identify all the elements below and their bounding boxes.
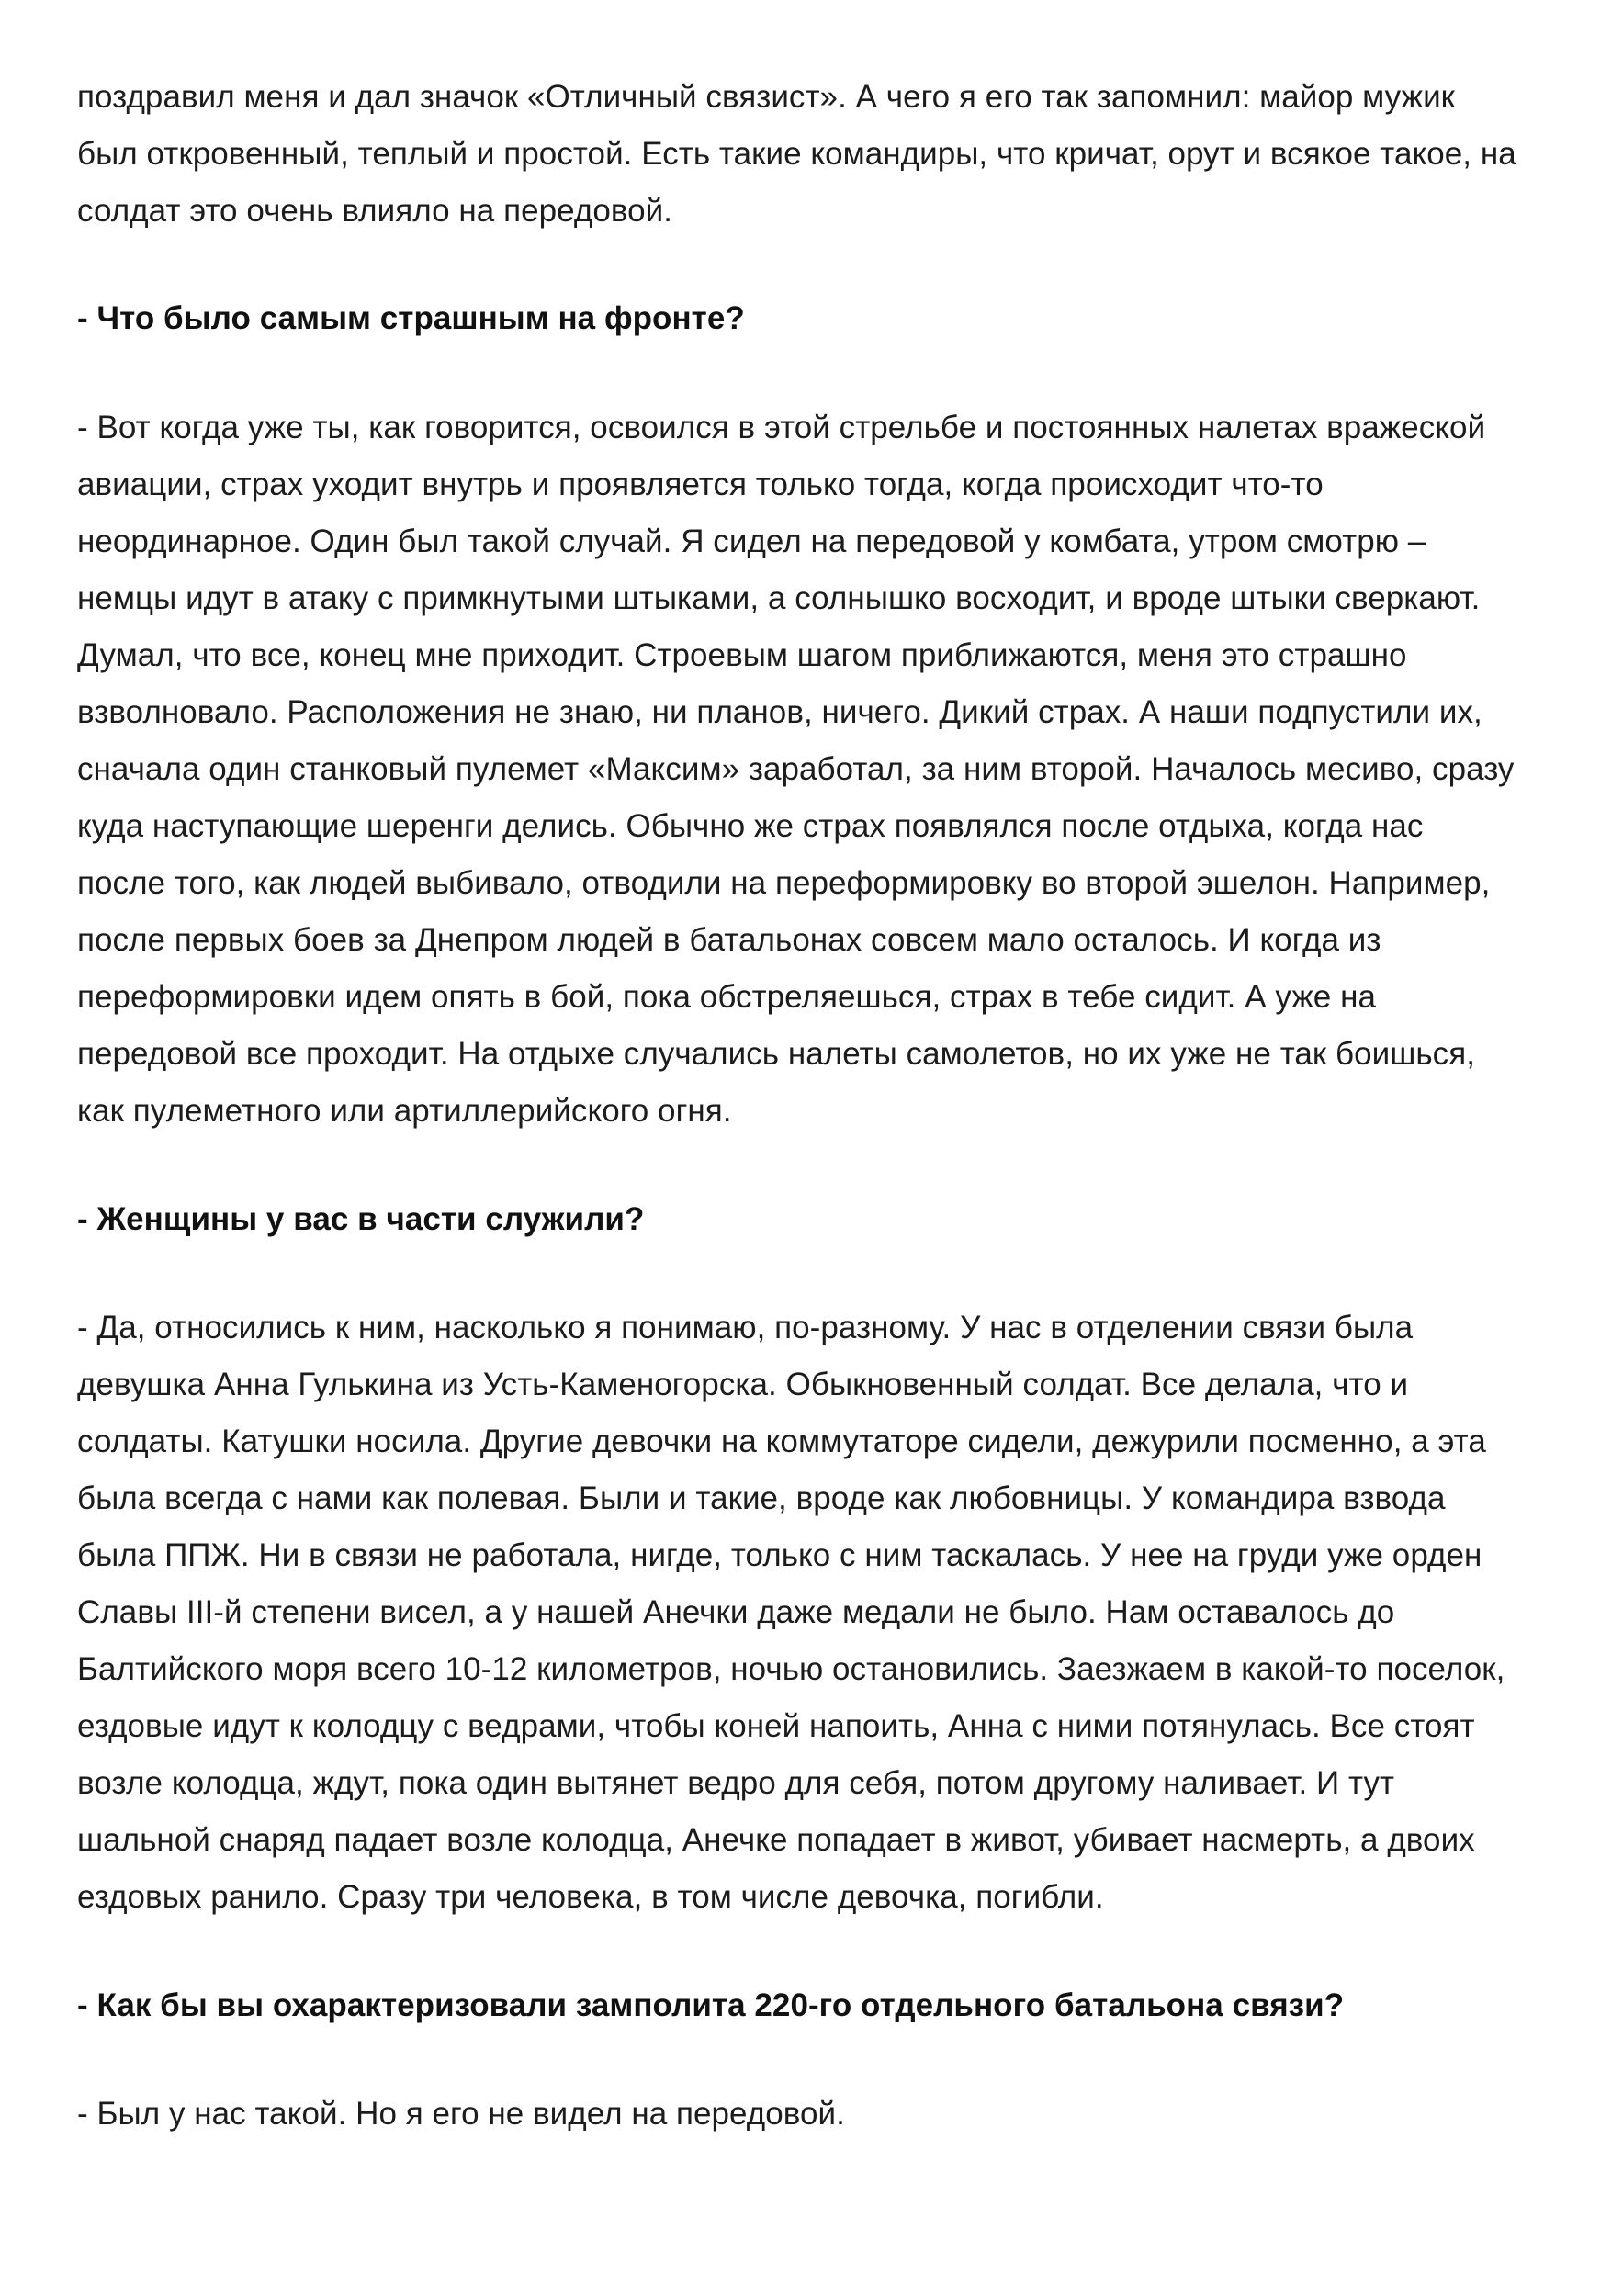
paragraph-line: после того, как людей выбивало, отводили на переформировку во второй эшелон. Например, bbox=[77, 865, 1491, 901]
question-heading: - Как бы вы охарактеризовали замполита 220-го отдельного батальона связи? bbox=[77, 1987, 1345, 2023]
paragraph-line: - Да, относились к ним, насколько я понимаю, по-разному. У нас в отделении связи была bbox=[77, 1310, 1414, 1345]
paragraph-line: - Был у нас такой. Но я его не видел на передовой. bbox=[77, 2096, 845, 2132]
paragraph-line: - Вот когда уже ты, как говорится, освоился в этой стрельбе и постоянных налетах вражеской bbox=[77, 410, 1486, 445]
paragraph-line: была ППЖ. Ни в связи не работала, нигде, только с ним таскалась. У нее на груди уже орден bbox=[77, 1537, 1482, 1573]
paragraph-line: немцы идут в атаку с примкнутыми штыками, а солнышко восходит, и вроде штыки сверкают. bbox=[77, 580, 1481, 616]
paragraph-line: был откровенный, теплый и простой. Есть такие командиры, что кричат, орут и всякое такое, на bbox=[77, 136, 1516, 172]
question-heading: - Что было самым страшным на фронте? bbox=[77, 300, 745, 336]
paragraph-line: куда наступающие шеренги делись. Обычно же страх появлялся после отдыха, когда нас bbox=[77, 808, 1424, 844]
paragraph-line: взволновало. Расположения не знаю, ни планов, ничего. Дикий страх. А наши подпустили их, bbox=[77, 694, 1482, 730]
paragraph-line: сначала один станковый пулемет «Максим» заработал, за ним второй. Началось месиво, сразу bbox=[77, 751, 1515, 787]
paragraph-line: ездовых ранило. Сразу три человека, в том числе девочка, погибли. bbox=[77, 1879, 1104, 1915]
paragraph-line: как пулеметного или артиллерийского огня. bbox=[77, 1093, 732, 1129]
paragraph-line: после первых боев за Днепром людей в батальонах совсем мало осталось. И когда из bbox=[77, 922, 1381, 958]
paragraph-line: была всегда с нами как полевая. Были и такие, вроде как любовницы. У командира взвода bbox=[77, 1480, 1446, 1516]
question-heading: - Женщины у вас в части служили? bbox=[77, 1201, 645, 1237]
paragraph-line: девушка Анна Гулькина из Усть-Каменогорска. Обыкновенный солдат. Все делала, что и bbox=[77, 1367, 1409, 1402]
paragraph-line: ездовые идут к колодцу с ведрами, чтобы коней напоить, Анна с ними потянулась. Все стоят bbox=[77, 1708, 1475, 1744]
paragraph-line: шальной снаряд падает возле колодца, Анечке попадает в живот, убивает насмерть, а двоих bbox=[77, 1822, 1475, 1858]
paragraph-line: передовой все проходит. На отдыхе случались налеты самолетов, но их уже не так боишься, bbox=[77, 1036, 1475, 1072]
paragraph-line: Думал, что все, конец мне приходит. Строевым шагом приближаются, меня это страшно bbox=[77, 637, 1407, 673]
paragraph-line: Славы III-й степени висел, а у нашей Анечки даже медали не было. Нам оставалось до bbox=[77, 1594, 1395, 1630]
paragraph-line: переформировки идем опять в бой, пока обстреляешься, страх в тебе сидит. А уже на bbox=[77, 979, 1376, 1015]
paragraph-line: неординарное. Один был такой случай. Я сидел на передовой у комбата, утром смотрю – bbox=[77, 523, 1426, 559]
paragraph-line: Балтийского моря всего 10-12 километров, ночью остановились. Заезжаем в какой-то поселок, bbox=[77, 1651, 1505, 1687]
paragraph-line: солдаты. Катушки носила. Другие девочки на коммутаторе сидели, дежурили посменно, а эта bbox=[77, 1424, 1486, 1459]
paragraph-line: возле колодца, ждут, пока один вытянет ведро для себя, потом другому наливает. И тут bbox=[77, 1765, 1395, 1801]
paragraph-line: авиации, страх уходит внутрь и проявляется только тогда, когда происходит что-то bbox=[77, 467, 1324, 502]
paragraph-line: поздравил меня и дал значок «Отличный связист». А чего я его так запомнил: майор мужик bbox=[77, 79, 1456, 115]
paragraph-line: солдат это очень влияло на передовой. bbox=[77, 193, 672, 229]
